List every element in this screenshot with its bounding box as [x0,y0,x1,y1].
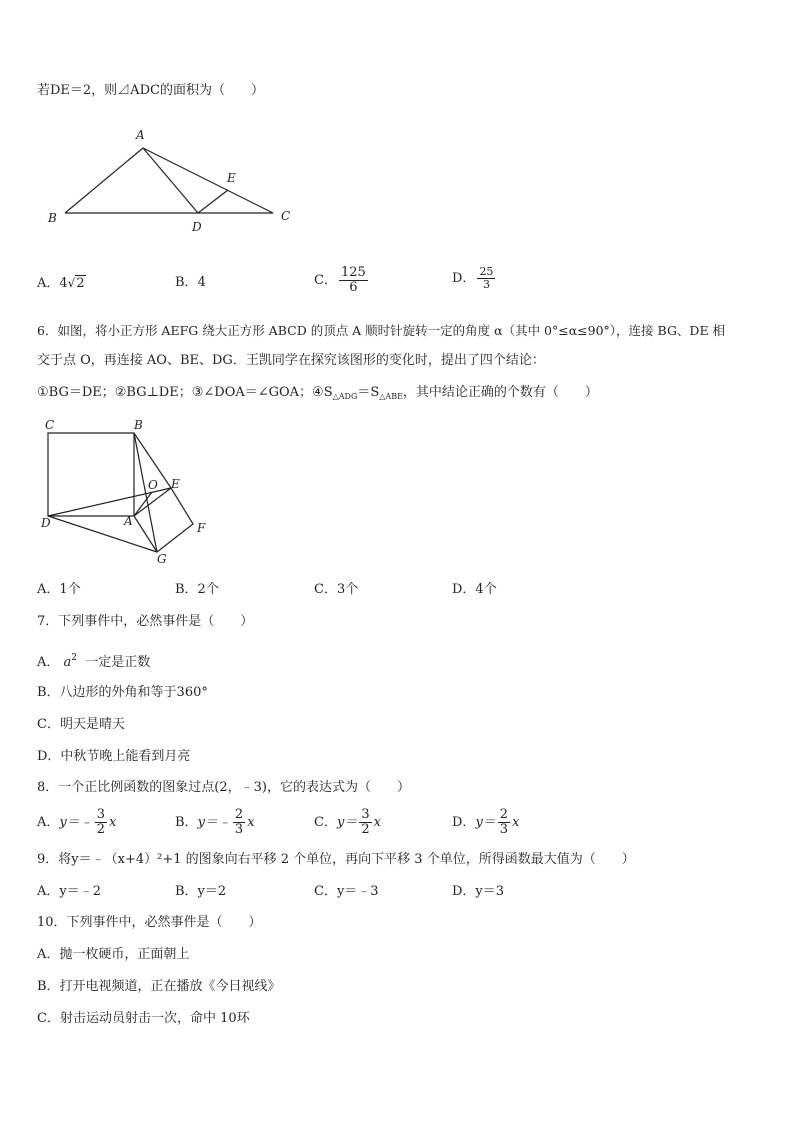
segment-ad [143,148,198,213]
label-d: D [192,220,202,234]
label-o: O [148,478,158,492]
q7-option-a[interactable]: A． $a^2$ 一定是正数 [37,653,151,670]
q5-option-d[interactable]: D． $\frac{25}{3}$ [452,265,494,291]
q9-stem: 9．将y＝﹣（x+4）²+1 的图象向右平移 2 个单位，再向下平移 3 个单位，所得函数最大值为（ ） [37,852,635,867]
q9-option-d[interactable]: D．y＝3 [452,884,505,899]
q9-option-c[interactable]: C．y＝﹣3 [314,884,379,899]
q8-stem: 8．一个正比例函数的图象过点(2，﹣3)，它的表达式为（ ） [37,780,410,795]
label-e: E [171,477,180,491]
segment-dg [48,516,157,552]
q8-option-a[interactable]: A．y＝﹣ $\frac{3}{2}$ x [37,807,117,837]
q10-stem: 10．下列事件中，必然事件是（ ） [37,915,262,930]
q6-option-d[interactable]: D．4个 [452,582,497,597]
label-a: A [124,514,133,528]
label-b: B [48,211,57,225]
side-ba [65,148,143,213]
square-abcd [48,433,134,516]
label-c: C [281,209,291,223]
q8-option-b[interactable]: B．y＝﹣ $\frac{2}{3}$ x [175,807,255,837]
q6-line2: 交于点 O，再连接 AO、BE、DG．王凯同学在探究该图形的变化时，提出了四个结论： [37,353,545,368]
q6-line3: ①BG＝DE；②BG⊥DE；③∠DOA＝∠GOA；$④S_{\triangle ADG}=S_{\triangle ABE}$，其中结论正确的个数有（ ） [37,385,598,401]
label-f: F [197,521,206,535]
q5-option-c[interactable]: C． $\frac{125}{6}$ [314,265,366,295]
q10-option-a[interactable]: A．抛一枚硬币，正面朝上 [37,947,190,962]
label-e: E [227,171,236,185]
q6-option-b[interactable]: B．2个 [175,582,219,597]
q5-option-a[interactable]: A．4√2 [37,276,85,291]
q8-option-c[interactable]: C．y＝ $\frac{3}{2}$ x [314,807,381,837]
q7-option-b[interactable]: B．八边形的外角和等于360° [37,685,208,700]
q9-option-b[interactable]: B．y＝2 [175,884,227,899]
q5-triangle-figure [40,120,310,240]
q6-line1: 6．如图，将小正方形 AEFG 绕大正方形 ABCD 的顶点 A 顺时针旋转一定的角度 α（其中 0°≤α≤90°），连接 BG、DE 相 [37,323,726,338]
side-ac [143,148,273,213]
q6-option-a[interactable]: A．1个 [37,582,81,597]
label-a: A [136,128,145,142]
label-g: G [157,552,167,566]
label-b: B [134,418,143,432]
q10-option-c[interactable]: C．射击运动员射击一次，命中 10环 [37,1011,250,1026]
q5-stem: 若DE＝2，则⊿ADC的面积为（ ） [37,83,264,98]
label-c: C [45,418,55,432]
q6-squares-figure [40,415,220,570]
q10-option-b[interactable]: B．打开电视频道，正在播放《今日视线》 [37,979,281,994]
segment-de [198,190,228,213]
q7-stem: 7．下列事件中，必然事件是（ ） [37,614,254,629]
q7-option-d[interactable]: D．中秋节晚上能看到月亮 [37,749,191,764]
q5-option-b[interactable]: B．4 [175,275,206,290]
q9-option-a[interactable]: A．y＝﹣2 [37,884,102,899]
label-d: D [41,516,51,530]
q7-option-c[interactable]: C．明天是晴天 [37,717,125,732]
q8-option-d[interactable]: D．y＝ $\frac{2}{3}$ x [452,807,520,837]
q6-option-c[interactable]: C．3个 [314,582,359,597]
square-aefg [134,488,193,552]
